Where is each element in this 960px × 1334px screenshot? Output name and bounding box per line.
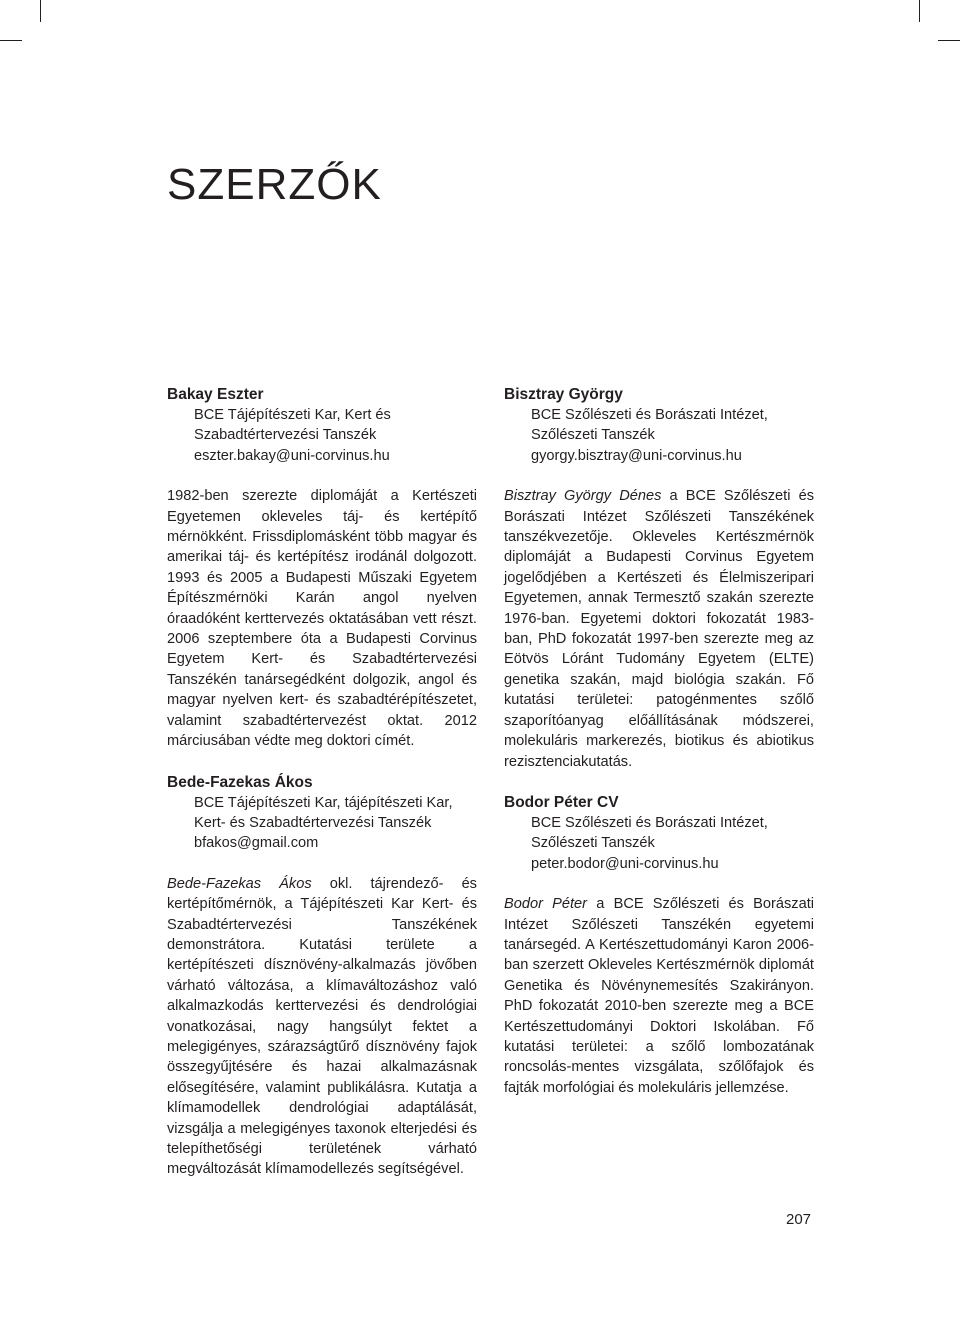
crop-mark-top-left xyxy=(40,0,41,22)
author-affiliation xyxy=(167,793,477,854)
author-email: gyorgy.bisztray@uni-corvinus.hu xyxy=(531,447,742,464)
affiliation-line: Kert- és Szabadtértervezési Tanszék xyxy=(194,814,432,831)
author-bio xyxy=(167,874,477,1180)
bio-name: Bede-Fazekas Ákos xyxy=(167,875,312,892)
left-column xyxy=(167,384,477,1200)
bio-text: okl. tájrendező- és kertépítőmérnök, a Tájépítészeti Kar Kert- és Szabadtértervezési Tanszékének demonstrátora. Kutatási területe a kertépítészeti dísznövény-alkalmazás jövőben várható változása, a klímaváltozáshoz való alkalmazkodás kerttervezési és dendrológiai vonatkozásai, nagy hangsúlyt fektet a melegigényes, szárazságtűrő dísznövény fajok összegyűjtésére és hazai alkalmazásnak elősegítésére, valamint publikálásra. Kutatja a klímamodellek dendrológiai adaptálását, vizsgálja a melegigényes taxonok elterjedési és telepíthetőségi területének várható megváltozását klímamodellezés segítségével. xyxy=(167,875,477,1178)
right-column xyxy=(504,384,814,1118)
affiliation-line: BCE Szőlészeti és Borászati Intézet, xyxy=(531,814,768,831)
bio-text: 1982-ben szerezte diplomáját a Kertészeti Egyetemen okleveles táj- és kertépítő mérnökként. Frissdiplomásként több magyar és amerikai táj- és kertépítész irodánál dolgozott. 1993 és 2005 a Budapesti Műszaki Egyetem Építészmérnöki Karán angol nyelven óraadóként kerttervezés oktatásában vett részt. 2006 szeptembere óta a Budapesti Corvinus Egyetem Kert- és Szabadtértervezési Tanszékén tanársegédként dolgozik, angol és magyar nyelven kert- és szabadtérépítészetet, valamint szabadtértervezést oktat. 2012 márciusában védte meg doktori címét. xyxy=(167,488,477,750)
affiliation-line: BCE Tájépítészeti Kar, Kert és xyxy=(194,407,391,423)
author-entry xyxy=(167,384,477,466)
author-entry xyxy=(504,792,814,874)
author-entry xyxy=(167,772,477,854)
bio-text: a BCE Szőlészeti és Borászati Intézet Szőlészeti Tanszékén egyetemi tanársegéd. A Kertészettudományi Karon 2006-ban szerzett Okleveles Kertészmérnök diplomát Genetika és Növénynemesítés Szakirányon. PhD fokozatát 2010-ben szerezte meg a BCE Kertészettudományi Doktori Iskolában. Fő kutatási területei: a szőlő lombozatának roncsolás-mentes vizsgálata, szőlőfajok és fajták morfológiai és molekuláris jellemzése. xyxy=(504,896,814,1096)
author-affiliation xyxy=(504,813,814,874)
affiliation-line: Szabadtértervezési Tanszék xyxy=(194,427,377,444)
author-affiliation xyxy=(504,405,814,466)
affiliation-line: Szőlészeti Tanszék xyxy=(531,427,655,444)
crop-mark-top-right-h xyxy=(938,40,960,41)
bio-name: Bodor Péter xyxy=(504,896,588,913)
author-email: peter.bodor@uni-corvinus.hu xyxy=(531,855,719,872)
affiliation-line: BCE Szőlészeti és Borászati Intézet, xyxy=(531,407,768,423)
author-name: Bakay Eszter xyxy=(167,386,264,403)
bio-text: a BCE Szőlészeti és Borászati Intézet Szőlészeti Tanszékének tanszékvezetője. Okleveles Kertészmérnök diplomáját a Budapesti Corvinus Egyetem jogelődjében a Kertészeti és Élelmiszeripari Egyetemen, annak Termesztő szakán szerezte 1976-ban. Egyetemi doktori fokozatát 1983-ban, PhD fokozatát 1997-ben szerezte meg az Eötvös Lóránt Tudomány Egyetem (ELTE) genetika szakán, majd biológia szakán. Fő kutatási területei: patogénmentes szőlő szaporítóanyag előállításának módszerei, molekuláris markerezés, biotikus és abiotikus rezisztenciakutatás. xyxy=(504,488,814,770)
page-title: SZERZŐK xyxy=(167,160,382,209)
author-email: bfakos@gmail.com xyxy=(194,835,319,852)
author-name: Bodor Péter CV xyxy=(504,793,619,811)
author-bio xyxy=(167,486,477,751)
affiliation-line: BCE Tájépítészeti Kar, tájépítészeti Kar, xyxy=(194,794,453,811)
author-name: Bede-Fazekas Ákos xyxy=(167,773,313,791)
author-bio xyxy=(504,894,814,1098)
affiliation-line: Szőlészeti Tanszék xyxy=(531,835,655,852)
author-affiliation xyxy=(167,405,477,466)
author-name: Bisztray György xyxy=(504,386,623,403)
bio-name: Bisztray György Dénes xyxy=(504,488,662,505)
crop-mark-top-left-h xyxy=(0,40,22,41)
author-entry xyxy=(504,384,814,466)
page-number: 207 xyxy=(786,1211,812,1228)
author-bio xyxy=(504,486,814,772)
author-email: eszter.bakay@uni-corvinus.hu xyxy=(194,447,390,464)
crop-mark-top-right xyxy=(919,0,920,22)
